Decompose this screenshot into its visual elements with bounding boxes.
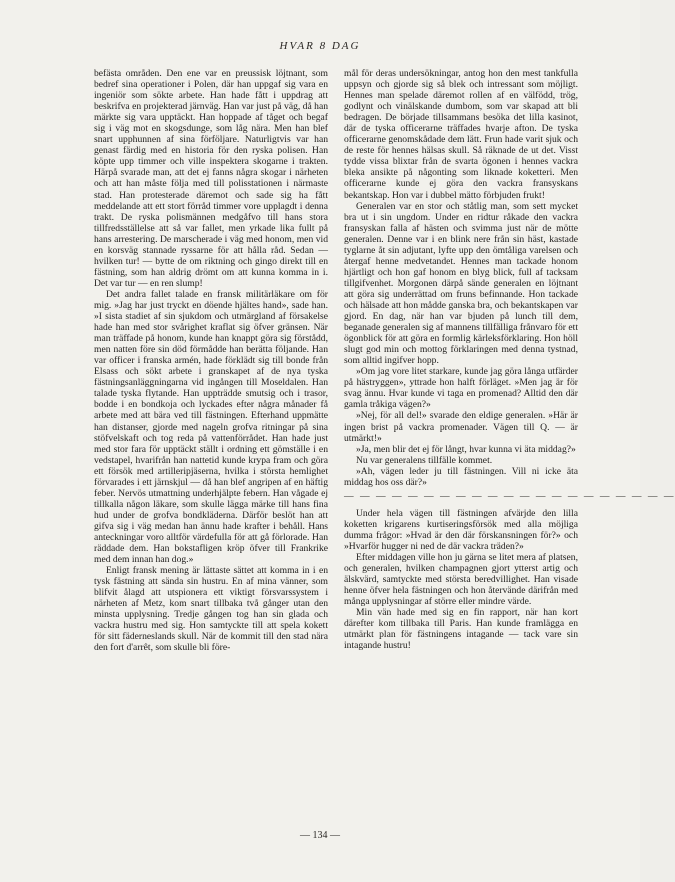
section-separator: — — — — — — — — — — — — — — — — — — — — — <box>344 490 675 502</box>
paragraph: »Om jag vore litet starkare, kunde jag göra långa utfärder på hästryggen», yttrade hon halft förläget. »Men jag är för svag ännu. Hvar kunde vi taga en promenad? Alltid den där gamla tråkiga vägen?» <box>344 366 578 411</box>
paragraph: mål för deras undersökningar, antog hon den mest tankfulla uppsyn och gjorde sig så blek och intressant som möjligt. Hennes man spelade däremot rollen af en välfödd, trög, godlynt och vinälskande dumbom, som var skapad att bli bedragen. De började tillsammans besöka det lilla kasinot, där de tyska officerarne träffades hvarje afton. De tyska officerarne genomskådade dem lätt. Frun hade varit sjuk och de reste för hennes hälsas skull. Så räknade de ut det. Visst tydde vissa blixtar från de svarta ögonen i hennes vackra bleka ansikte på någonting som liknade koketteri. Men officerarne kunde ej göra den vackra fransyskans bekantskap. Hon var i dubbel mätto förbjuden frukt! <box>344 68 578 201</box>
paragraph: befästa områden. Den ene var en preussisk löjtnant, som bedref sina operationer i Polen, där han uppgaf sig vara en ingeniör som sökte arbete. Han hade fått i uppdrag att beskrifva en projekterad järnväg. Han var just på väg, då han märkte sig vara upptäckt. Han hoppade af tåget och begaf sig i väg mot en skogsdunge, som låg nära. Men han blef snart upphunnen af sina förföljare. Naturligtvis var han genast färdig med en historia för den ryska polisen. Han köpte upp timmer och ville inspektera skogarne i trakten. Härpå svarade man, att det ej fanns några skogar i närheten och att han måste följa med till polisstationen i närmaste stad. Han protesterade däremot och sade sig ha fått meddelande att ett stort förråd timmer vore upplagdt i denna trakt. De ryska polismännen medgåfvo till hans stora tillfredsställelse att så var fallet, men yrkade lika fullt på hans arrestering. De marscherade i väg med honom, men vid en korsväg stannade ryssarne för att hålla råd. Sedan — hvilken tur! — bytte de om riktning och gingo direkt till en fästning, som han aldrig drömt om att kunna komma in i. Det var tur — en ren slump! <box>94 68 328 289</box>
running-head: HVAR 8 DAG <box>279 40 361 52</box>
right-column <box>344 68 675 652</box>
paragraph: »Ah, vägen leder ju till fästningen. Vill ni icke äta middag hos oss där?» <box>344 465 578 488</box>
paragraph: Min vän hade med sig en fin rapport, när han kort därefter kom tillbaka till Paris. Han kunde framlägga en utmärkt plan för fästningens intagande — tack vare sin intagande hustru! <box>344 607 578 652</box>
left-column <box>94 68 328 653</box>
page-number: — 134 — <box>300 830 340 841</box>
paragraph: Efter middagen ville hon ju gärna se litet mera af platsen, och generalen, hvilken champagnen gjort ytterst artig och älskvärd, samtyckte med största beredvillighet. Han visade henne öfver hela fästningen och hon återvände därifrån med många upplysningar af större eller mindre värde. <box>344 552 578 608</box>
paragraph: Generalen var en stor och ståtlig man, som sett mycket bra ut i sin ungdom. Under en ridtur råkade den vackra fransyskan falla af hästen och svimma just när de mötte generalen. Denne var i en blink nere från sin häst, kastade tyglarne åt sin adjutant, lyfte upp den ömtåliga varelsen och återgaf henne medvetandet. Hennes man tackade honom hjärtligt och hon gaf honom en blyg blick, full af tacksam tillgifvenhet. Morgonen därpå sände generalen en löjtnant att göra sig underrättad om fruns befinnande. Hon tackade och hälsade att hon mådde ganska bra, och bekantskapen var gjord. En dag, när han var bjuden på lunch till dem, beganade generalen sig af mannens tillfälliga frånvaro för ett ögonblick för att göra en formlig kärleksförklaring. Hon höll slugt god min och mottog förklaringen med denna tystnad, som alltid ingifver hopp. <box>344 200 578 367</box>
paragraph: Enligt fransk mening är lättaste sättet att komma in i en tysk fästning att sända sin hustru. En af mina vänner, som blifvit ålagd att utspionera ett viktigt försvarssystem i närheten af Metz, kom snart tillbaka två gånger utan den minsta upplysning. Tredje gången tog han sin glada och vackra hustru med sig. Hon samtyckte till att spela kokett för sitt fäderneslands skull. När de kommit till den stad nära den fort d'arrêt, som skulle bli före- <box>94 565 328 654</box>
paragraph: Det andra fallet talade en fransk militärläkare om för mig. »Jag har just tryckt en döende hjältes hand», sade han. »I sista stadiet af sin sjukdom och utmärgland af försakelse hade han med stor svårighet kraflat sig öfver gränsen. När man träffade på honom, kunde han knappt göra sig förstådd, men natten före sin död förmådde han berätta följande. Han var officer i franska armén, hade förklädt sig till bonde från Elsass och sökt arbete i granskapet af de nya tyska fästningsanläggningarna vid ingången till Moseldalen. Han talade tyska flytande. Han uppträdde smutsig och i trasor, bodde i en bondkoja och lyckades efter några månader få arbete med att bära ved till fästningen. Efterhand uppmätte han distanser, gjorde med nageln grofva ritningar på sina stöfvelskaft och tog reda på vattenförrådet. Han hade just med stor fara för upptäckt ställt i ordning ett gömställe i en vedstapel, hvarifrån han nattetid kunde krypa fram och göra ett försök med artilleripjäserna, hvilka i största hemlighet förvarades i ett järnskjul — då han blef angripen af en häftig feber. Nervös utmattning underhjälpte febern. Han vågade ej tillkalla någon läkare, som skulle lägga märke till hans fina hud under de grofva bondkläderna. Därför beslöt han att gifva sig i väg medan han ännu hade krafter i behåll. Hans anteckningar voro alltför värdefulla för att gå förlorade. Han räddade dem. Han bokstafligen kröp öfver till Frankrike med dem innan han dog.» <box>94 288 328 566</box>
paragraph: »Ja, men blir det ej för långt, hvar kunna vi äta middag?» <box>356 443 576 455</box>
paragraph: Nu var generalens tillfälle kommet. <box>356 454 493 466</box>
paragraph: Under hela vägen till fästningen afvärjde den lilla koketten krigarens kurtiseringsförsök med alla möjliga dumma frågor: »Hvad är den där förskansningen för?» och »Hvarför hugger ni ned de där vackra träden?» <box>344 507 578 552</box>
paragraph: »Nej, för all del!» svarade den eldige generalen. »Här är ingen brist på vackra promenader. Vägen till Q. — är utmärkt!» <box>344 410 578 444</box>
